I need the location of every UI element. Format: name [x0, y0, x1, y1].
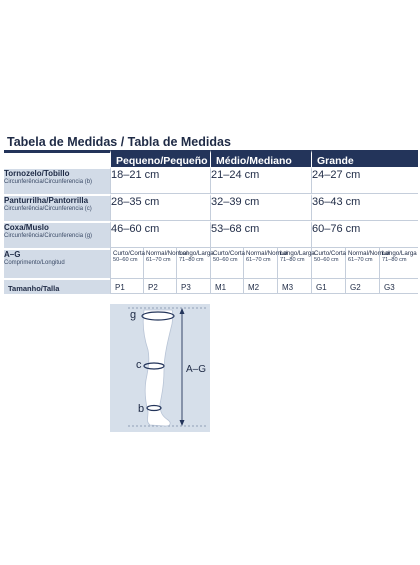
length-name: Normal/Normal [146, 250, 188, 257]
size-code: P3 [176, 278, 210, 294]
cell-length [110, 248, 143, 278]
length-name: Curto/Corta [213, 250, 245, 257]
cell-length [277, 248, 315, 278]
cell-thigh-medium: 53–68 cm [210, 221, 311, 248]
label-b: b [138, 403, 145, 415]
length-range: 71–80 cm [179, 257, 204, 263]
row-sublabel-text: Circunferência/Circunferencia (b) [4, 179, 93, 185]
row-label-text: A–G [4, 250, 21, 259]
row-label-calf [4, 194, 110, 221]
size-code: G1 [311, 278, 345, 294]
row-sublabel-text: Comprimento/Longitud [4, 260, 65, 266]
column-header-medium: Médio/Mediano [210, 150, 311, 167]
length-range: 50–60 cm [213, 257, 238, 263]
table-header-row [4, 150, 418, 167]
leg-diagram-svg [110, 304, 210, 432]
length-name: Normal/Normal [246, 250, 288, 257]
cell-ankle-medium: 21–24 cm [210, 167, 311, 194]
cell-ankle-large: 24–27 cm [311, 167, 418, 194]
cell-thigh-large: 60–76 cm [311, 221, 418, 248]
cell-calf-medium: 32–39 cm [210, 194, 311, 221]
row-label-size: Tamanho/Talla [4, 278, 110, 294]
size-code: P1 [110, 278, 143, 294]
length-name: Curto/Corta [314, 250, 346, 257]
length-name: Longo/Larga [179, 250, 214, 257]
row-label-text: Panturrilha/Pantorrilla [4, 196, 89, 205]
cell-length [311, 248, 345, 278]
label-c: c [136, 359, 142, 371]
length-range: 50–60 cm [113, 257, 138, 263]
leg-measurement-diagram [110, 304, 210, 432]
cell-length [143, 248, 188, 278]
cell-calf-large: 36–43 cm [311, 194, 418, 221]
table-row-size [4, 278, 418, 294]
row-sublabel-text: Circunferência/Circunferencia (g) [4, 233, 93, 239]
row-label-length [4, 248, 110, 278]
page-title: Tabela de Medidas / Tabla de Medidas [7, 135, 231, 149]
header-corner [4, 150, 110, 167]
length-name: Curto/Corta [113, 250, 145, 257]
size-table [4, 150, 418, 294]
length-range: 71–80 cm [382, 257, 407, 263]
cell-ankle-small: 18–21 cm [110, 167, 210, 194]
row-sublabel-text: Circunferência/Circunferencia (c) [4, 206, 92, 212]
cell-length [243, 248, 288, 278]
cell-length [345, 248, 390, 278]
cell-length [176, 248, 214, 278]
size-code: G3 [379, 278, 418, 294]
row-label-thigh [4, 221, 110, 248]
column-header-large: Grande [311, 150, 418, 167]
length-name: Longo/Larga [382, 250, 417, 257]
size-code: M3 [277, 278, 311, 294]
label-a-g: A–G [186, 364, 207, 375]
size-code: P2 [143, 278, 176, 294]
table-row-calf [4, 194, 418, 221]
size-code: M2 [243, 278, 277, 294]
length-name: Normal/Normal [348, 250, 390, 257]
size-code: M1 [210, 278, 243, 294]
length-range: 71–80 cm [280, 257, 305, 263]
row-label-text: Coxa/Muslo [4, 223, 49, 232]
length-name: Longo/Larga [280, 250, 315, 257]
cell-length [210, 248, 243, 278]
cell-thigh-small: 46–60 cm [110, 221, 210, 248]
column-header-small: Pequeno/Pequeño [110, 150, 210, 167]
length-range: 50–60 cm [314, 257, 339, 263]
size-code: G2 [345, 278, 379, 294]
row-label-ankle [4, 167, 110, 194]
table-row-thigh [4, 221, 418, 248]
cell-calf-small: 28–35 cm [110, 194, 210, 221]
table-row-ankle [4, 167, 418, 194]
cell-length [379, 248, 418, 278]
row-label-text: Tornozelo/Tobillo [4, 169, 70, 178]
label-g: g [130, 309, 137, 321]
length-range: 61–70 cm [348, 257, 373, 263]
length-range: 61–70 cm [246, 257, 271, 263]
table-row-length [4, 248, 418, 278]
length-range: 61–70 cm [146, 257, 171, 263]
